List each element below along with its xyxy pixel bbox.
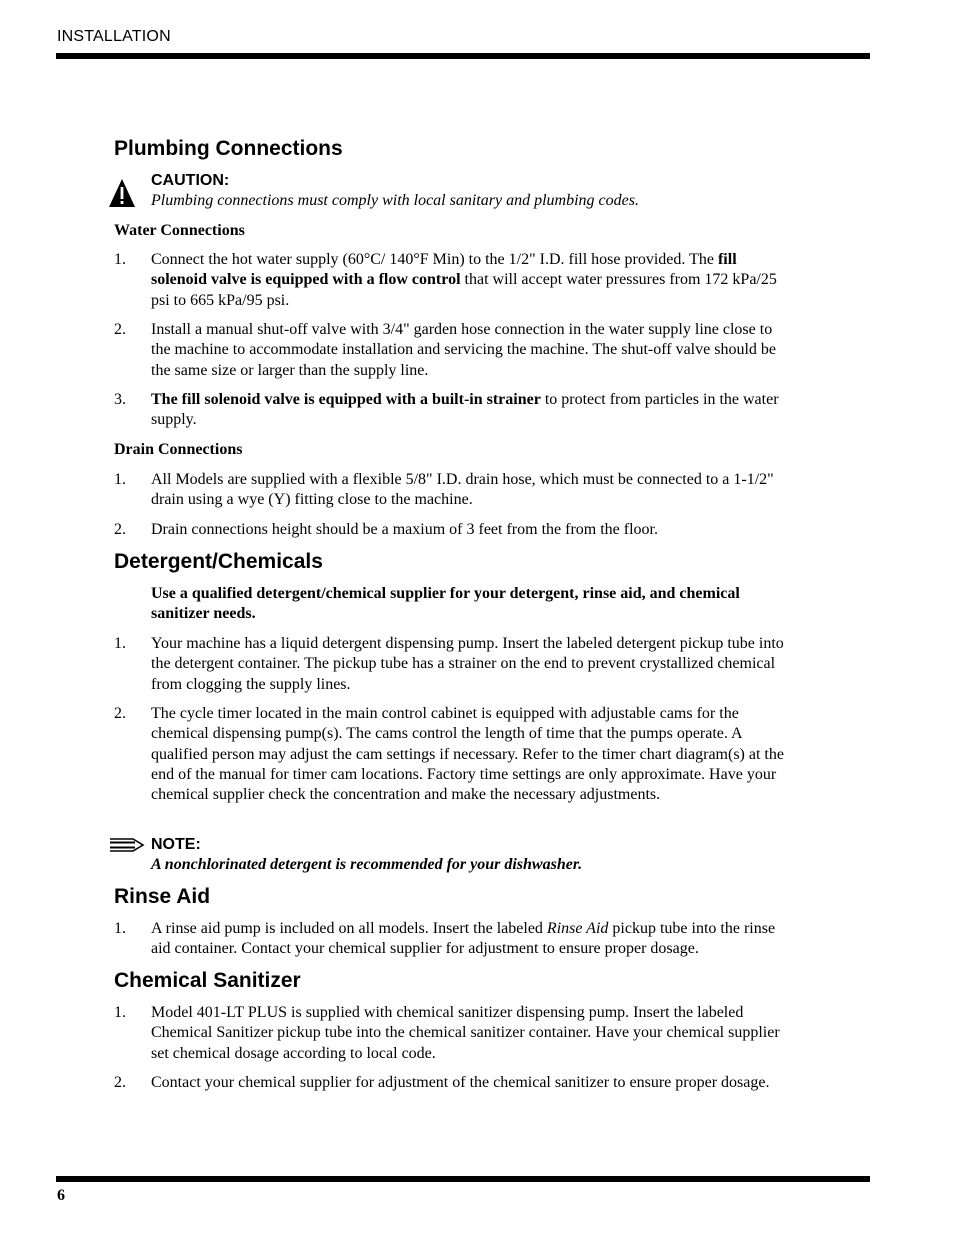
section-title-rinse-aid: Rinse Aid	[114, 885, 211, 908]
list-number: 2.	[114, 705, 126, 722]
water-item-3	[114, 390, 794, 431]
item-text: that will accept water pressures from 172 kPa/25 psi to 665 kPa/95 psi.	[151, 271, 777, 309]
subheading-water-connections: Water Connections	[114, 222, 245, 239]
drain-item-1	[114, 470, 794, 511]
item-text: pickup tube into the rinse aid container. Contact your chemical supplier for adjustment to ensure proper dosage.	[151, 920, 776, 958]
item-text: Contact your chemical supplier for adjustment of the chemical sanitizer to ensure proper dosage.	[151, 1074, 770, 1091]
item-emphasis: The fill solenoid valve is equipped with a built-in strainer	[151, 391, 541, 408]
water-item-2	[114, 320, 794, 381]
water-item-1	[114, 250, 794, 311]
list-number: 1.	[114, 920, 126, 937]
header-rule	[56, 53, 870, 59]
section-title-chemical-sanitizer: Chemical Sanitizer	[114, 969, 301, 992]
list-number: 3.	[114, 391, 126, 408]
item-text: A rinse aid pump is included on all models. Insert the labeled	[151, 920, 547, 937]
page-number: 6	[57, 1187, 65, 1204]
list-number: 1.	[114, 251, 126, 268]
warning-icon	[107, 177, 137, 209]
note-text: A nonchlorinated detergent is recommended for your dishwasher.	[151, 856, 583, 873]
item-text: All Models are supplied with a flexible 5/8" I.D. drain hose, which must be connected to a 1-1/2" drain using a wye (Y) fitting close to the machine.	[151, 471, 774, 509]
detergent-item-1	[114, 634, 794, 695]
note-pencil-icon	[109, 837, 145, 853]
detergent-intro: Use a qualified detergent/chemical supplier for your detergent, rinse aid, and chemical sanitizer needs.	[151, 585, 740, 623]
detergent-item-2	[114, 704, 794, 805]
note-label: NOTE:	[151, 836, 201, 853]
sanitizer-item-1	[114, 1003, 794, 1064]
list-number: 1.	[114, 635, 126, 652]
item-text: The cycle timer located in the main control cabinet is equipped with adjustable cams for the chemical dispensing pump(s). The cams control the length of time that the pumps operate. A qualified person may adjust the cam settings if necessary. Refer to the timer chart diagram(s) at the end of the manual for timer cam locations. Factory time settings are only approximate. Have your chemical supplier check the concentration and make the necessary adjustments.	[151, 705, 784, 804]
section-title-detergent: Detergent/Chemicals	[114, 550, 323, 573]
list-number: 2.	[114, 321, 126, 338]
item-italic: Rinse Aid	[546, 920, 609, 937]
list-number: 1.	[114, 471, 126, 488]
subheading-drain-connections: Drain Connections	[114, 441, 243, 458]
section-title-plumbing: Plumbing Connections	[114, 137, 343, 160]
item-emphasis: fill solenoid valve is equipped with a flow control	[151, 251, 737, 289]
list-number: 2.	[114, 521, 126, 538]
item-text: to protect from particles in the water supply.	[151, 391, 779, 429]
sanitizer-item-2	[114, 1073, 794, 1093]
drain-item-2	[114, 520, 794, 540]
item-text: Connect the hot water supply (60°C/ 140°F Min) to the 1/2" I.D. fill hose provided. The	[151, 251, 718, 268]
caution-label: CAUTION:	[151, 172, 230, 189]
item-text: Model 401-LT PLUS is supplied with chemical sanitizer dispensing pump. Insert the labeled Chemical Sanitizer pickup tube into the chemical sanitizer container. Have your chemical supplier set chemical dosage according to local code.	[151, 1004, 780, 1062]
item-text: Your machine has a liquid detergent dispensing pump. Insert the labeled detergent pickup tube into the detergent container. The pickup tube has a strainer on the end to prevent crystallized chemical from clogging the supply lines.	[151, 635, 784, 693]
rinse-item-1	[114, 919, 794, 960]
list-number: 2.	[114, 1074, 126, 1091]
item-text: Install a manual shut-off valve with 3/4" garden hose connection in the water supply line close to the machine to accommodate installation and servicing the machine. The shut-off valve should be the same size or larger than the supply line.	[151, 321, 776, 379]
item-text: Drain connections height should be a maxium of 3 feet from the from the floor.	[151, 521, 658, 538]
footer-rule	[56, 1176, 870, 1182]
running-header: INSTALLATION	[57, 28, 171, 45]
list-number: 1.	[114, 1004, 126, 1021]
caution-text: Plumbing connections must comply with local sanitary and plumbing codes.	[151, 192, 639, 209]
